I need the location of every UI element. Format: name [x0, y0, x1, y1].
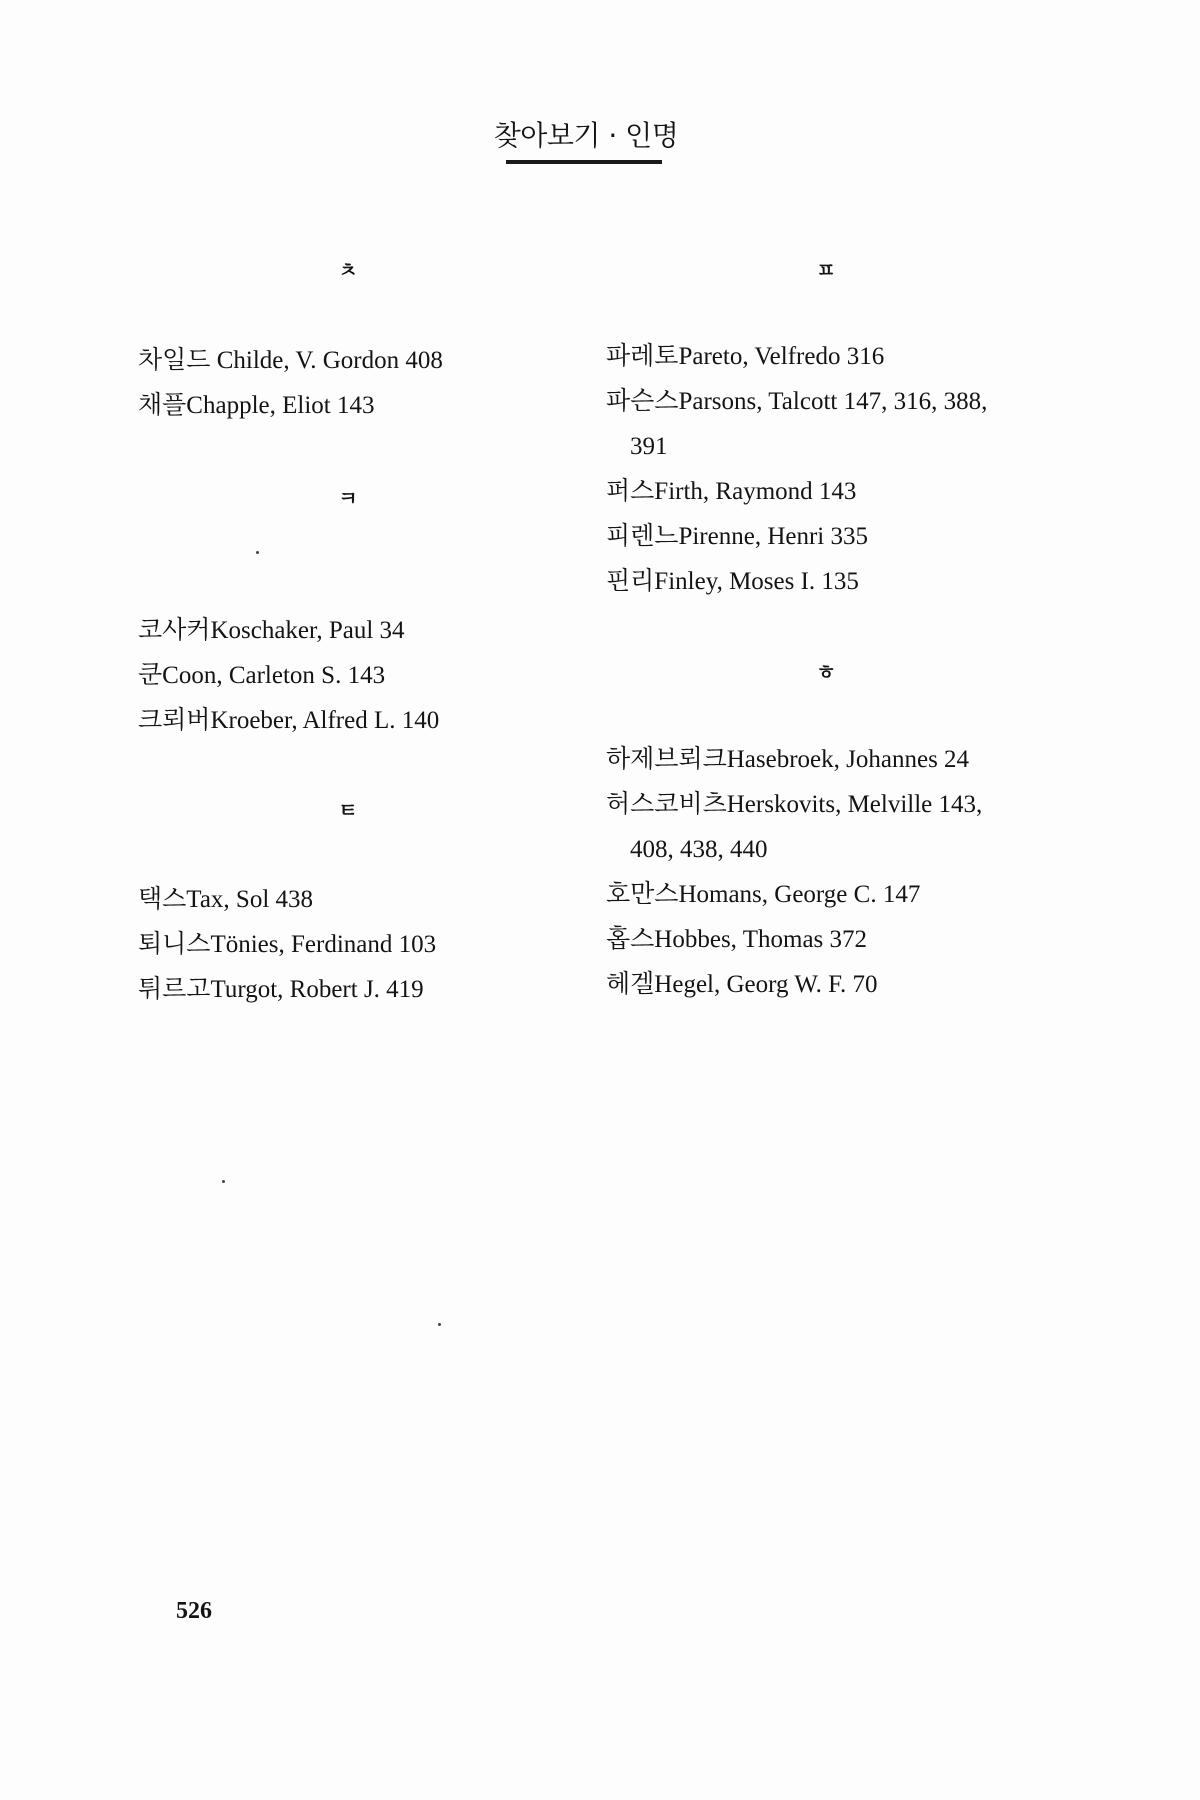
section-heading-chieut: ㅊ — [338, 258, 358, 282]
index-entry: 헤겔Hegel, Georg W. F. 70 — [606, 971, 878, 998]
scan-speck — [222, 1180, 225, 1183]
scan-speck — [256, 551, 259, 554]
section-heading-kieuk: ㅋ — [338, 486, 358, 510]
index-entry: 허스코비츠Herskovits, Melville 143, — [606, 791, 983, 818]
index-entry: 홉스Hobbes, Thomas 372 — [606, 926, 868, 953]
section-heading-pieup: ㅍ — [816, 258, 836, 282]
index-entry: 퍼스Firth, Raymond 143 — [606, 478, 857, 505]
index-entry: 퇴니스Tönies, Ferdinand 103 — [138, 931, 437, 958]
index-entry-continuation: 408, 438, 440 — [630, 836, 768, 863]
section-heading-tieut: ㅌ — [338, 798, 358, 822]
index-entry: 코사커Koschaker, Paul 34 — [138, 617, 405, 644]
section-heading-hieut: ㅎ — [816, 660, 836, 684]
index-entry: 파레토Pareto, Velfredo 316 — [606, 343, 885, 370]
index-entry: 호만스Homans, George C. 147 — [606, 881, 921, 908]
index-entry: 핀리Finley, Moses I. 135 — [606, 568, 859, 595]
index-entry: 쿤Coon, Carleton S. 143 — [138, 662, 386, 689]
index-entry: 차일드 Childe, V. Gordon 408 — [138, 347, 443, 374]
title-underline — [506, 160, 662, 164]
index-entry: 택스Tax, Sol 438 — [138, 886, 314, 913]
scan-speck — [438, 1323, 441, 1326]
index-entry: 크뢰버Kroeber, Alfred L. 140 — [138, 707, 440, 734]
page-title: 찾아보기 · 인명 — [493, 119, 679, 152]
index-entry: 피렌느Pirenne, Henri 335 — [606, 523, 868, 550]
index-entry: 파슨스Parsons, Talcott 147, 316, 388, — [606, 388, 988, 415]
index-entry: 채플Chapple, Eliot 143 — [138, 392, 375, 419]
index-entry: 튀르고Turgot, Robert J. 419 — [138, 976, 424, 1003]
page-number: 526 — [176, 1598, 212, 1624]
index-entry: 하제브뢰크Hasebroek, Johannes 24 — [606, 746, 970, 773]
index-entry-continuation: 391 — [630, 433, 668, 460]
